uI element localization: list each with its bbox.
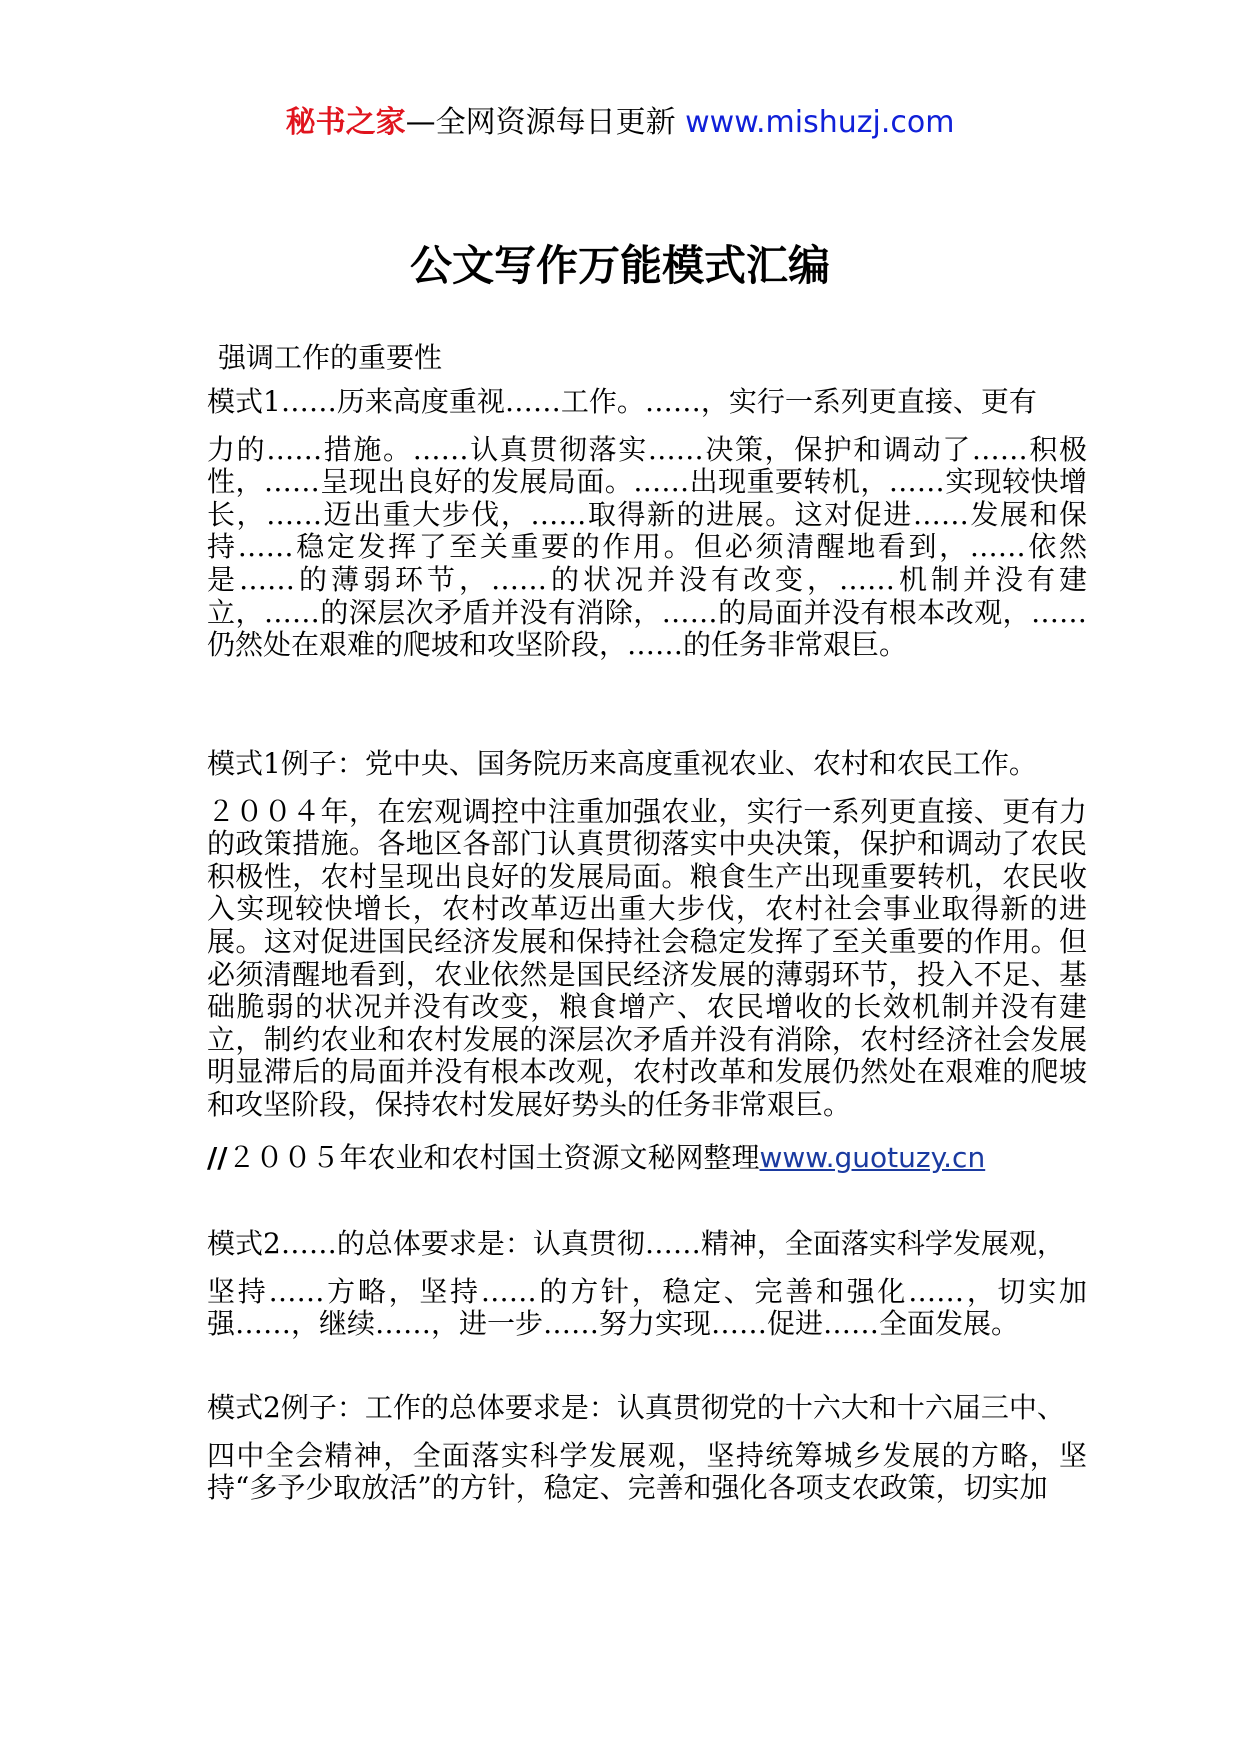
example-2-first-line: 模式2例子：工作的总体要求是：认真贯彻党的十六大和十六届三中、	[207, 1391, 1065, 1424]
document-title: 公文写作万能模式汇编	[409, 241, 830, 290]
source-prefix: //	[207, 1141, 228, 1174]
example-2-paragraph	[207, 1392, 1087, 1505]
pattern-2-body: 坚持……方略，坚持……的方针，稳定、完善和强化……，切实加强……，继续……，进一步……努力实现……促进……全面发展。	[207, 1274, 1087, 1341]
pattern-1-first-line: 模式1……历来高度重视……工作。……，实行一系列更直接、更有	[207, 385, 1037, 418]
pattern-2-paragraph	[207, 1228, 1087, 1341]
example-1-source	[207, 1138, 985, 1178]
site-header	[0, 103, 1240, 143]
pattern-1-body: 力的……措施。……认真贯彻落实……决策，保护和调动了……积极性，……呈现出良好的发展局面。……出现重要转机，……实现较快增长，……迈出重大步伐，……取得新的进展。这对促进……发展和保持……稳定发挥了至关重要的作用。但必须清醒地看到，……依然是……的薄弱环节，……的状况并没有改变，……机制并没有建立，……的深层次矛盾并没有消除，……的局面并没有根本改观，……仍然处在艰难的爬坡和攻坚阶段，……的任务非常艰巨。	[207, 432, 1087, 662]
pattern-2-first-line: 模式2……的总体要求是：认真贯彻……精神，全面落实科学发展观，	[207, 1227, 1065, 1260]
example-1-paragraph	[207, 748, 1087, 1122]
source-text: ２００５年农业和农村国土资源文秘网整理	[227, 1141, 760, 1174]
example-2-body: 四中全会精神，全面落实科学发展观，坚持统筹城乡发展的方略，坚持“多予少取放活”的方针，稳定、完善和强化各项支农政策，切实加	[207, 1438, 1087, 1505]
header-url[interactable]: www.mishuzj.com	[685, 105, 955, 140]
example-1-body: ２００４年，在宏观调控中注重加强农业，实行一系列更直接、更有力的政策措施。各地区各部门认真贯彻落实中央决策，保护和调动了农民积极性，农村呈现出良好的发展局面。粮食生产出现重要转机，农民收入实现较快增长，农村改革迈出重大步伐，农村社会事业取得新的进展。这对促进国民经济发展和保持社会稳定发挥了至关重要的作用。但必须清醒地看到，农业依然是国民经济发展的薄弱环节，投入不足、基础脆弱的状况并没有改变，粮食增产、农民增收的长效机制并没有建立，制约农业和农村发展的深层次矛盾并没有消除，农村经济社会发展明显滞后的局面并没有根本改观，农村改革和发展仍然处在艰难的爬坡和攻坚阶段，保持农村发展好势头的任务非常艰巨。	[207, 794, 1087, 1121]
header-slogan: —全网资源每日更新	[405, 105, 676, 140]
pattern-1-paragraph	[207, 386, 1087, 662]
section-subtitle: 强调工作的重要性	[218, 341, 443, 374]
brand-name: 秘书之家	[285, 105, 406, 140]
example-1-first-line: 模式1例子：党中央、国务院历来高度重视农业、农村和农民工作。	[207, 747, 1037, 780]
source-link[interactable]: www.guotuzy.cn	[759, 1141, 986, 1174]
